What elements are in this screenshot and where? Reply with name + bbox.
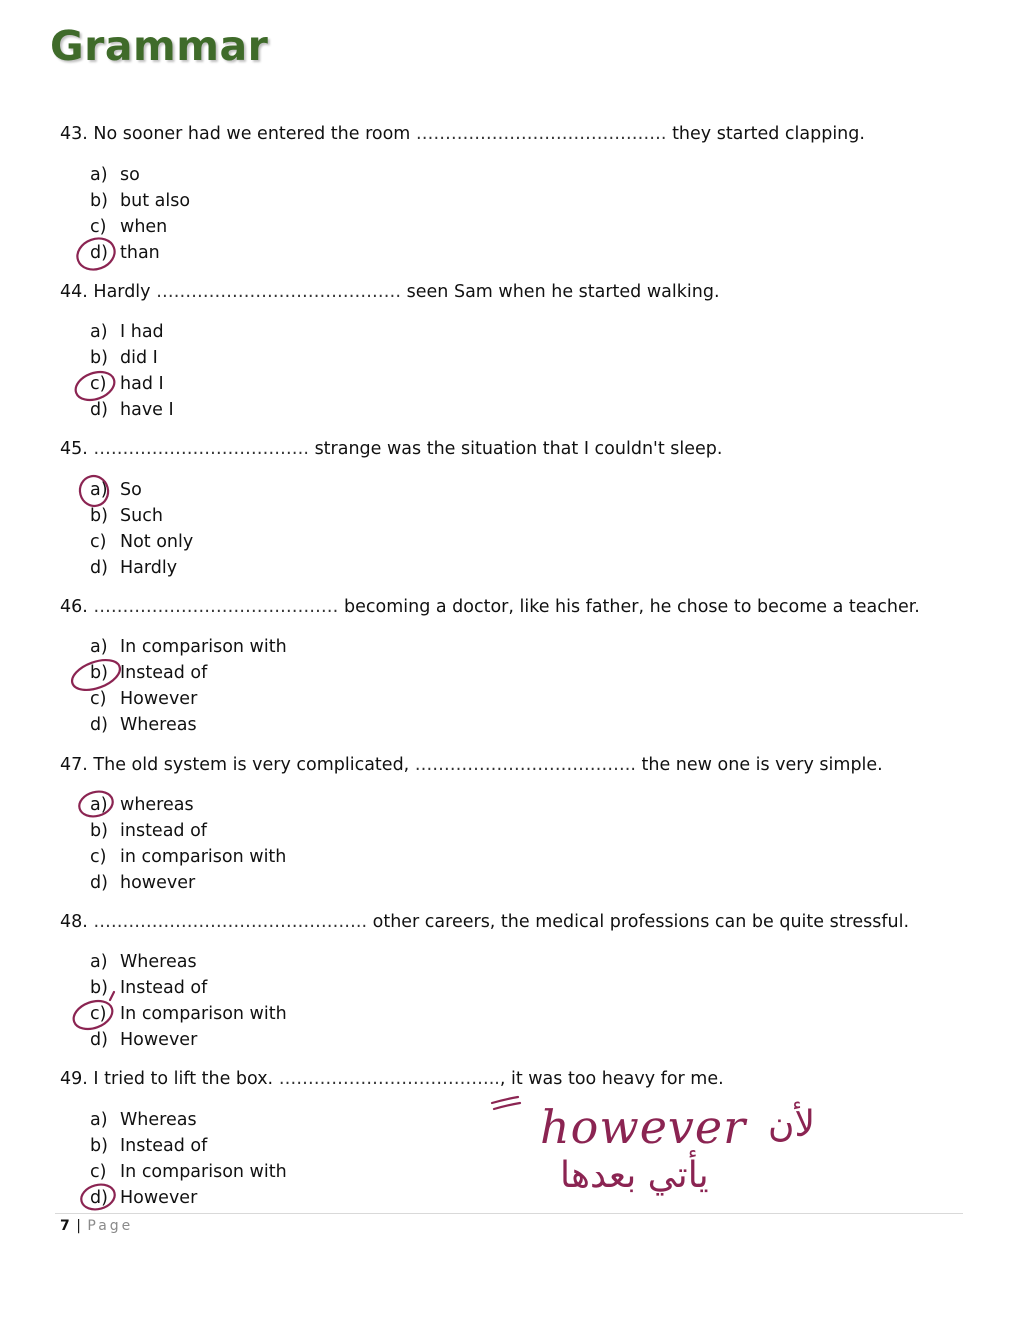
option-c[interactable]: c) when [90, 217, 168, 237]
question-text-end: other careers, the medical professions can be quite stressful. [372, 912, 910, 932]
footer-divider [55, 1213, 963, 1214]
blank: ……………………………….. [278, 1069, 500, 1089]
handwritten-note-arabic-1: لأن [768, 1104, 815, 1145]
question-text: Hardly [93, 282, 157, 302]
question-43 [60, 123, 865, 145]
option-c[interactable]: c) In comparison with [90, 1004, 287, 1024]
option-c[interactable]: c) In comparison with [90, 1162, 287, 1182]
options-44 [90, 321, 174, 425]
option-b[interactable]: b) instead of [90, 821, 207, 841]
options-45 [90, 479, 193, 583]
question-text-end: becoming a doctor, like his father, he chose to become a teacher. [338, 597, 920, 617]
options-48 [90, 951, 287, 1055]
question-45 [60, 438, 722, 460]
option-b[interactable]: b) Instead of [90, 1136, 208, 1156]
option-c[interactable]: c) in comparison with [90, 847, 287, 867]
option-d[interactable]: d) Hardly [90, 558, 178, 578]
blank: ……………………………………….. [93, 912, 373, 932]
option-d[interactable]: d) than [90, 243, 160, 263]
option-b[interactable]: b) Such [90, 506, 163, 526]
options-43 [90, 164, 190, 268]
question-number: 44. [60, 282, 88, 302]
option-a[interactable]: a) I had [90, 322, 164, 342]
option-a[interactable]: a) In comparison with [90, 637, 287, 657]
blank: ………………………………. [93, 439, 315, 459]
handwritten-note-arabic-2: يأتي بعدها [560, 1155, 709, 1196]
option-d[interactable]: d) Whereas [90, 715, 197, 735]
option-b[interactable]: b) did I [90, 348, 158, 368]
option-c[interactable]: c) Not only [90, 532, 194, 552]
question-text: The old system is very complicated, [93, 755, 415, 775]
option-b[interactable]: b) Instead of [90, 663, 208, 683]
question-text-end: seen Sam when he started walking. [401, 282, 720, 302]
option-d[interactable]: d) however [90, 873, 196, 893]
question-number: 46. [60, 597, 88, 617]
question-48 [60, 911, 909, 933]
option-a[interactable]: a) whereas [90, 795, 194, 815]
option-d[interactable]: d) However [90, 1188, 198, 1208]
question-number: 45. [60, 439, 88, 459]
question-number: 47. [60, 755, 88, 775]
page-label: Page [87, 1218, 134, 1234]
footer-separator: | [76, 1218, 81, 1234]
page-footer [60, 1218, 133, 1234]
question-text: I tried to lift the box. [93, 1069, 279, 1089]
blank: ……………………………….. [414, 755, 642, 775]
blank: …………………………………… [156, 282, 402, 302]
option-a[interactable]: a) So [90, 480, 142, 500]
question-text: No sooner had we entered the room [93, 124, 416, 144]
option-b[interactable]: b) but also [90, 191, 191, 211]
page-title: Grammar [50, 22, 269, 70]
question-44 [60, 281, 720, 303]
option-a[interactable]: a) Whereas [90, 952, 197, 972]
question-number: 43. [60, 124, 88, 144]
handwritten-note-word: however [540, 1100, 747, 1154]
question-number: 49. [60, 1069, 88, 1089]
options-47 [90, 794, 286, 898]
page-number: 7 [60, 1218, 70, 1234]
options-46 [90, 636, 287, 740]
question-text-end: the new one is very simple. [641, 755, 883, 775]
question-text-end: , it was too heavy for me. [499, 1069, 724, 1089]
option-d[interactable]: d) However [90, 1030, 198, 1050]
question-text-end: strange was the situation that I couldn't sleep. [314, 439, 723, 459]
option-a[interactable]: a) Whereas [90, 1110, 197, 1130]
question-49 [60, 1068, 724, 1090]
question-number: 48. [60, 912, 88, 932]
question-47 [60, 754, 883, 776]
blank: …………………………………… [93, 597, 339, 617]
blank: ……………………………………. [415, 124, 673, 144]
question-46 [60, 596, 920, 618]
option-b[interactable]: b) Instead of [90, 978, 208, 998]
option-d[interactable]: d) have I [90, 400, 174, 420]
equals-mark [492, 1097, 520, 1109]
question-text-end: they started clapping. [672, 124, 865, 144]
option-a[interactable]: a) so [90, 165, 140, 185]
option-c[interactable]: c) However [90, 689, 198, 709]
option-c[interactable]: c) had I [90, 374, 164, 394]
options-49 [90, 1109, 287, 1213]
